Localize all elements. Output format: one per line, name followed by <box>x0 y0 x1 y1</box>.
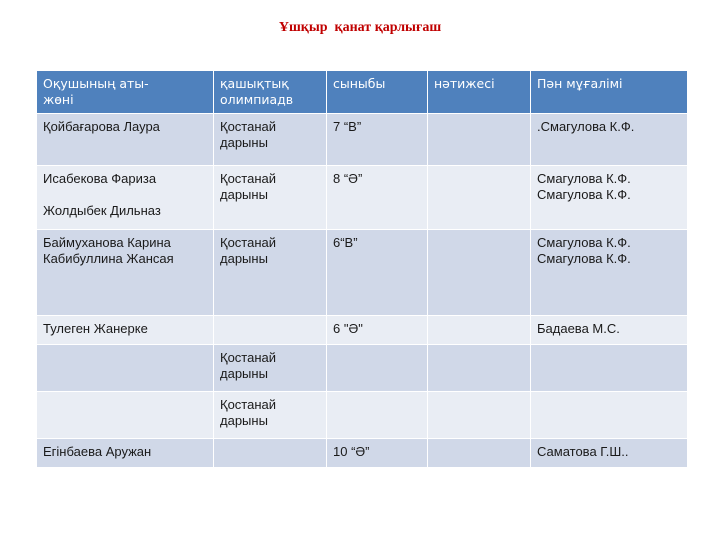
cell-result <box>428 439 531 468</box>
cell-teacher: Саматова Г.Ш.. <box>531 439 688 468</box>
cell-olympiad: Қостанай дарыны <box>214 392 327 439</box>
cell-olympiad <box>214 316 327 345</box>
cell-teacher <box>531 345 688 392</box>
cell-student-name: Исабекова Фариза Жолдыбек Дильназ <box>37 166 214 230</box>
cell-olympiad: Қостанай дарыны <box>214 345 327 392</box>
header-grade: сыныбы <box>327 71 428 114</box>
table-row <box>37 392 688 439</box>
cell-teacher: Смагулова К.Ф. Смагулова К.Ф. <box>531 230 688 316</box>
table-row <box>37 114 688 166</box>
header-result: нәтижесі <box>428 71 531 114</box>
cell-olympiad: Қостанай дарыны <box>214 230 327 316</box>
header-olympiad: қашықтық олимпиадв <box>214 71 327 114</box>
cell-teacher <box>531 392 688 439</box>
results-table <box>36 70 688 468</box>
cell-student-name: Егінбаева Аружан <box>37 439 214 468</box>
header-student-name: Оқушының аты- жөні <box>37 71 214 114</box>
header-teacher: Пән мұғалімі <box>531 71 688 114</box>
cell-grade: 8 “Ә” <box>327 166 428 230</box>
cell-student-name <box>37 345 214 392</box>
cell-student-name: Тулеген Жанерке <box>37 316 214 345</box>
cell-grade: 6“В” <box>327 230 428 316</box>
cell-olympiad: Қостанай дарыны <box>214 166 327 230</box>
table-row <box>37 166 688 230</box>
cell-student-name <box>37 392 214 439</box>
cell-teacher: Смагулова К.Ф. Смагулова К.Ф. <box>531 166 688 230</box>
cell-grade: 6 "Ә" <box>327 316 428 345</box>
table-row <box>37 439 688 468</box>
cell-grade: 10 “Ә” <box>327 439 428 468</box>
table-row <box>37 345 688 392</box>
cell-student-name: Баймуханова Карина Кабибуллина Жансая <box>37 230 214 316</box>
cell-teacher: Бадаева М.С. <box>531 316 688 345</box>
cell-grade <box>327 392 428 439</box>
cell-result <box>428 166 531 230</box>
cell-result <box>428 392 531 439</box>
cell-student-name: Қойбағарова Лаура <box>37 114 214 166</box>
cell-result <box>428 316 531 345</box>
table-row <box>37 230 688 316</box>
cell-teacher: .Смагулова К.Ф. <box>531 114 688 166</box>
cell-result <box>428 230 531 316</box>
cell-olympiad <box>214 439 327 468</box>
table-row <box>37 316 688 345</box>
cell-result <box>428 345 531 392</box>
cell-grade <box>327 345 428 392</box>
page-title: Ұшқыр қанат қарлығаш <box>278 20 442 35</box>
cell-olympiad: Қостанай дарыны <box>214 114 327 166</box>
cell-grade: 7 “В” <box>327 114 428 166</box>
table-header-row <box>37 71 688 114</box>
cell-result <box>428 114 531 166</box>
